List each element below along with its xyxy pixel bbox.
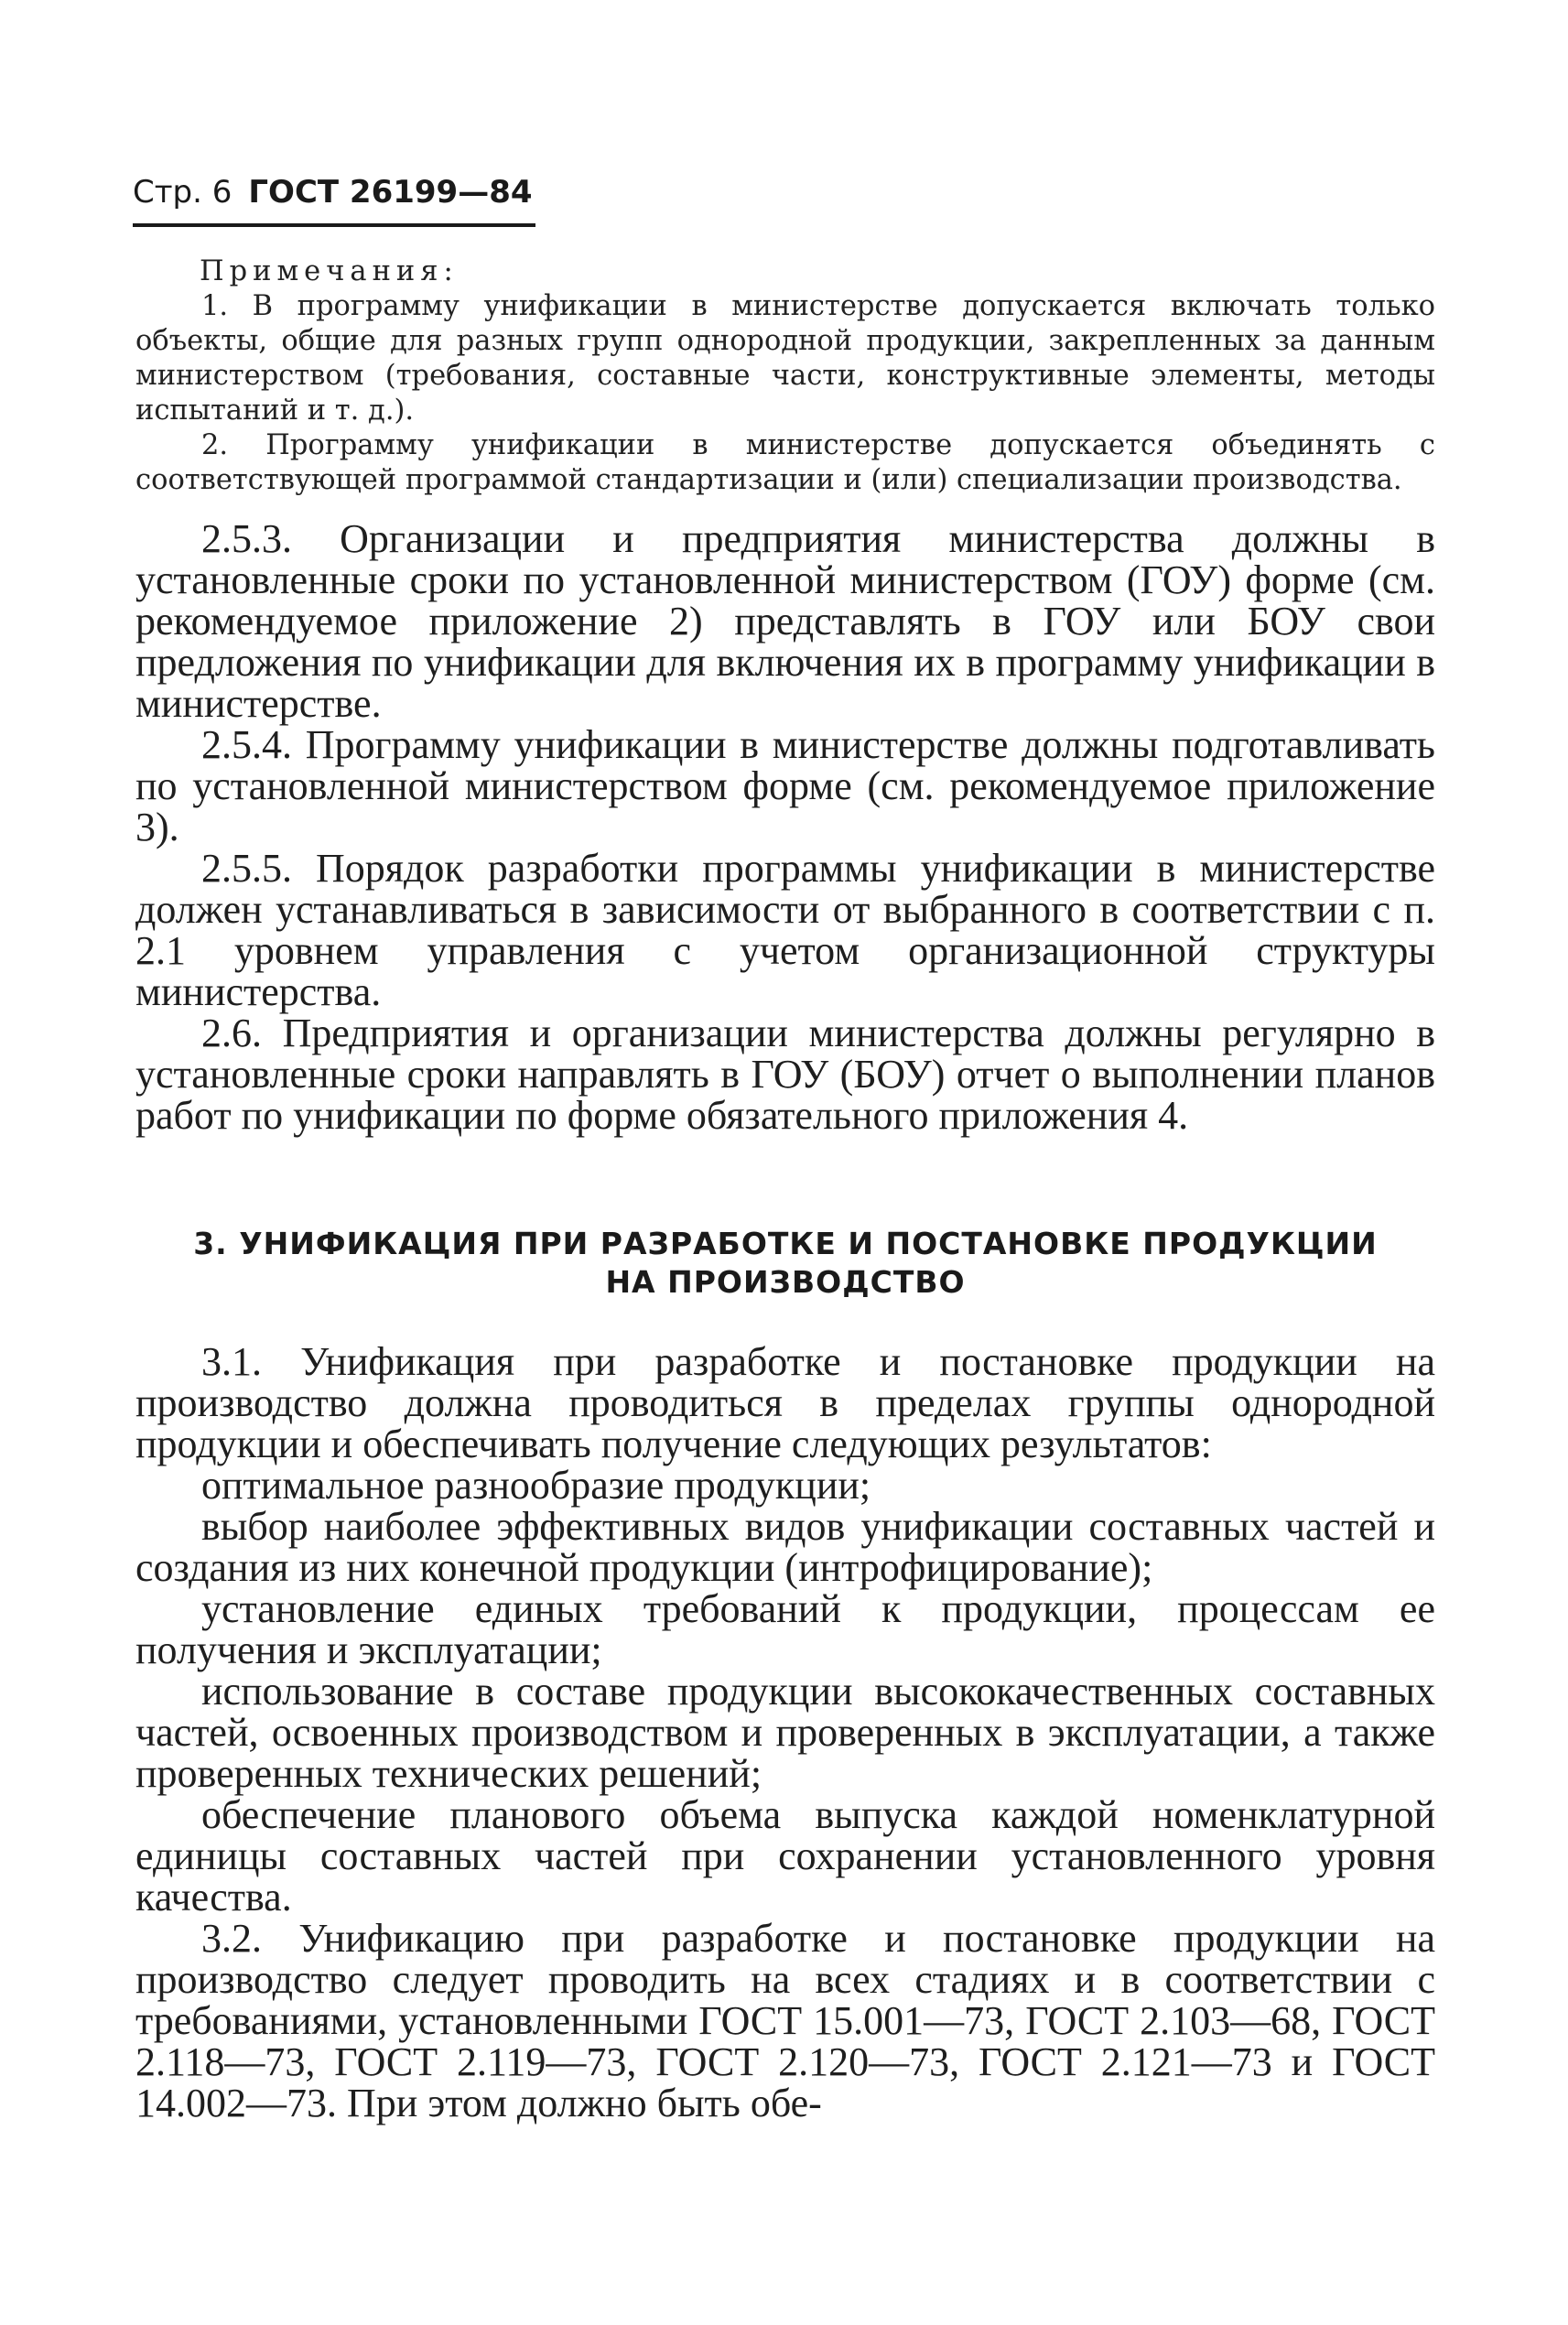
page-number: Стр. 6 [133,174,232,211]
notes-block [135,254,1435,498]
section-heading-line: НА ПРОИЗВОДСТВО [605,1264,966,1300]
list-item: установление единых требований к продукции, процессам ее получения и эксплуатации; [135,1586,1435,1672]
paragraph-3-1: 3.1. Унификация при разработке и постановке продукции на производство должна проводиться в пределах группы однородной продукции и обеспечивать получение следующих результатов: [135,1339,1435,1466]
list-item: выбор наиболее эффективных видов унификации составных частей и создания из них конечной продукции (интрофицирование); [135,1504,1435,1590]
notes-title: Примечания: [200,255,459,287]
paragraph-2-6: 2.6. Предприятия и организации министерства должны регулярно в установленные сроки направлять в ГОУ (БОУ) отчет о выполнении планов работ по унификации по форме обязательного приложения 4. [135,1011,1435,1138]
list-item: оптимальное разнообразие продукции; [201,1463,871,1508]
body-text-bottom [135,1341,1435,2124]
paragraph-3-2: 3.2. Унификацию при разработке и постановке продукции на производство следует проводить на всех стадиях и в соответствии с требованиями, установленными ГОСТ 15.001—73, ГОСТ 2.103—68, ГОСТ 2.118—73, ГОСТ 2.119—73, ГОСТ 2.120—73, ГОСТ 2.121—73 и ГОСТ 14.002—73. При этом должно быть обе- [135,1916,1435,2125]
note-item: 1. В программу унификации в министерстве допускается включать только объекты, общие для разных групп однородной продукции, закрепленных за данным министерством (требования, составные части, конструктивные элементы, методы испытаний и т. д.). [135,290,1435,427]
paragraph-2-5-3: 2.5.3. Организации и предприятия министерства должны в установленные сроки по установленной министерством (ГОУ) форме (см. рекомендуемое приложение 2) представлять в ГОУ или БОУ свои предложения по унификации для включения их в программу унификации в министерстве. [135,516,1435,726]
list-item: использование в составе продукции высококачественных составных частей, освоенных производством и проверенных в эксплуатации, а также проверенных технических решений; [135,1669,1435,1796]
document-code: ГОСТ 26199—84 [248,174,533,211]
paragraph-2-5-5: 2.5.5. Порядок разработки программы унификации в министерстве должен устанавливаться в зависимости от выбранного в соответствии с п. 2.1 уровнем управления с учетом организационной структуры министерства. [135,846,1435,1014]
section-heading-line: 3. УНИФИКАЦИЯ ПРИ РАЗРАБОТКЕ И ПОСТАНОВКЕ ПРОДУКЦИИ [193,1226,1378,1261]
list-item: обеспечение планового объема выпуска каждой номенклатурной единицы составных частей при сохранении установленного уровня качества. [135,1792,1435,1919]
paragraph-2-5-4: 2.5.4. Программу унификации в министерстве должны подготавливать по установленной министерством форме (см. рекомендуемое приложение 3). [135,722,1435,849]
section-heading [135,1225,1435,1302]
body-text-top [135,518,1435,1136]
note-item: 2. Программу унификации в министерстве допускается объединять с соответствующей программой стандартизации и (или) специализации производства. [135,429,1435,496]
page-header [133,174,535,227]
